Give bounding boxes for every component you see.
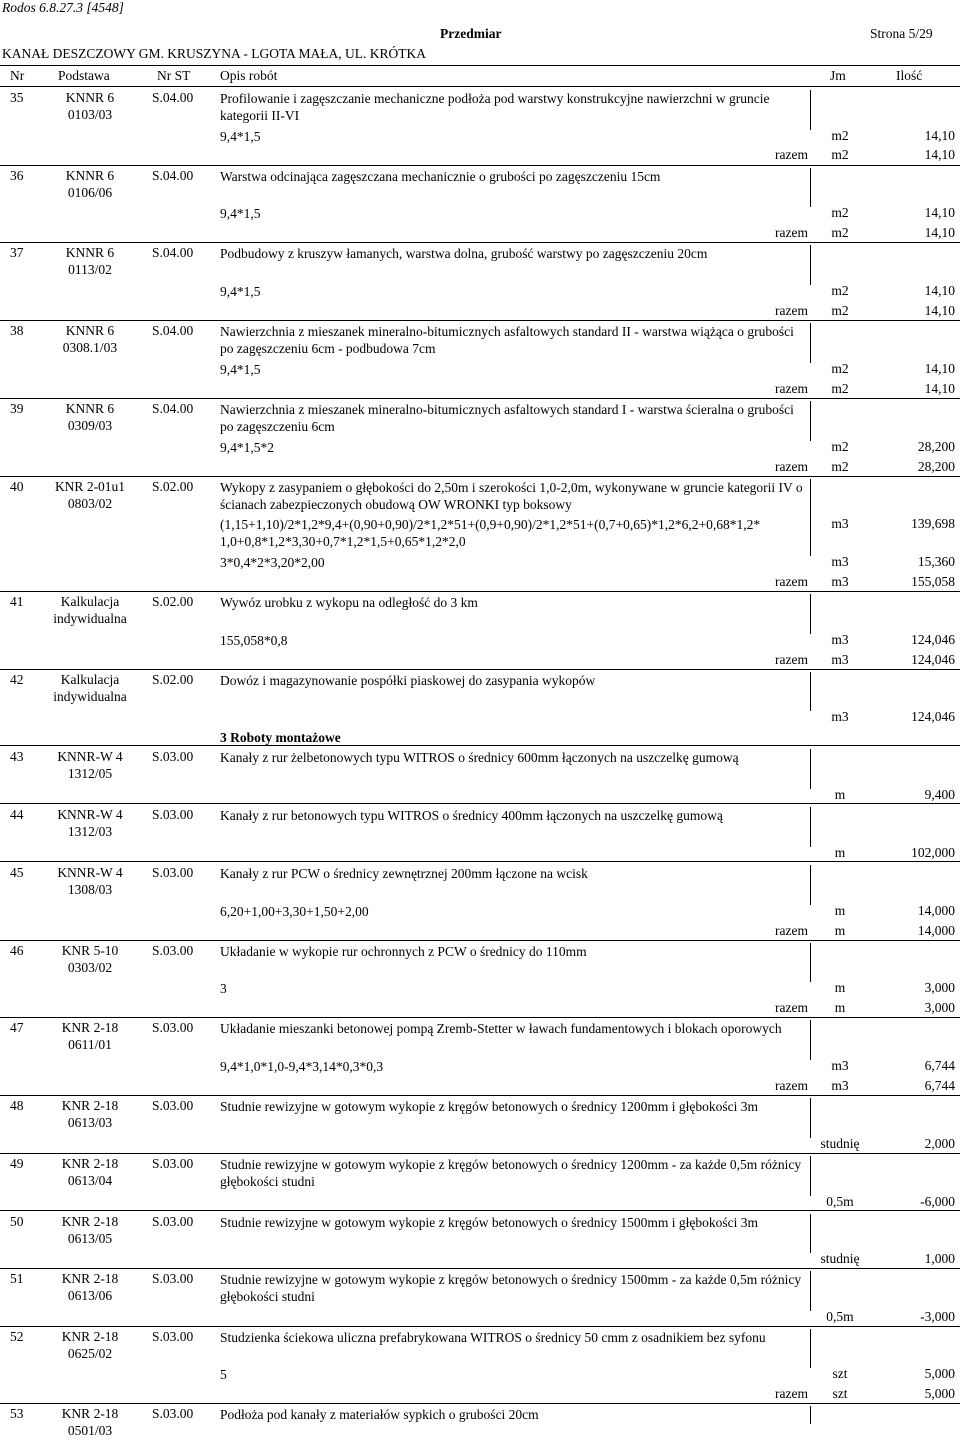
document-title: Przedmiar bbox=[440, 26, 502, 41]
total-unit: m2 bbox=[831, 147, 849, 162]
calculation-quantity: 14,000 bbox=[917, 903, 955, 918]
calculation-unit: m3 bbox=[831, 554, 849, 569]
header-bottom-rule bbox=[0, 86, 960, 87]
calculation-expression: 9,4*1,5 bbox=[220, 206, 261, 221]
row-separator bbox=[0, 591, 960, 592]
entry-number: 38 bbox=[10, 323, 24, 338]
entry-number: 52 bbox=[10, 1329, 24, 1344]
column-divider bbox=[810, 1329, 811, 1368]
entry-description: Profilowanie i zagęszczanie mechaniczne podłoża pod warstwy konstrukcyjne nawierzchni w gruncie kategorii II-VI bbox=[220, 91, 770, 123]
entry-basis-code: 1312/03 bbox=[67, 824, 113, 839]
entry-number: 50 bbox=[10, 1214, 24, 1229]
calculation-unit: 0,5m bbox=[826, 1309, 854, 1324]
entry-st-code: S.03.00 bbox=[152, 943, 194, 958]
calculation-expression: 9,4*1,5*2 bbox=[220, 440, 274, 455]
calculation-unit: m bbox=[834, 980, 846, 995]
entry-description: Dowóz i magazynowanie pospółki piaskowej do zasypania wykopów bbox=[220, 673, 596, 688]
entry-basis: KNR 2-18 bbox=[61, 1271, 119, 1286]
calculation-unit: m bbox=[834, 845, 846, 860]
entry-description: Kanały z rur betonowych typu WITROS o średnicy 400mm łączonych na uszczelkę gumową bbox=[220, 808, 723, 823]
calculation-unit: m2 bbox=[831, 361, 849, 376]
column-divider bbox=[810, 594, 811, 634]
entry-description: Układanie mieszanki betonowej pompą Zremb-Stetter w ławach fundamentowych i blokach oporowych bbox=[220, 1021, 782, 1036]
total-unit: m bbox=[834, 1000, 846, 1015]
row-separator bbox=[0, 1153, 960, 1154]
calculation-quantity: -6,000 bbox=[920, 1194, 955, 1209]
column-divider bbox=[810, 749, 811, 789]
column-divider bbox=[810, 1406, 811, 1424]
total-quantity: 124,046 bbox=[911, 652, 955, 667]
entry-description: Podłoża pod kanały z materiałów sypkich o grubości 20cm bbox=[220, 1407, 539, 1422]
calculation-unit: szt bbox=[832, 1366, 848, 1381]
column-divider bbox=[810, 90, 811, 130]
entry-number: 41 bbox=[10, 594, 24, 609]
entry-basis-code: 0613/06 bbox=[67, 1288, 113, 1303]
calculation-quantity: -3,000 bbox=[920, 1309, 955, 1324]
entry-basis-code: 0103/03 bbox=[67, 107, 113, 122]
calculation-unit: m bbox=[834, 903, 846, 918]
total-unit: m2 bbox=[831, 225, 849, 240]
entry-number: 42 bbox=[10, 672, 24, 687]
col-nr-st: Nr ST bbox=[157, 68, 191, 83]
entry-number: 51 bbox=[10, 1271, 24, 1286]
entry-basis: KNR 2-18 bbox=[61, 1020, 119, 1035]
row-separator bbox=[0, 1403, 960, 1404]
column-divider bbox=[810, 1214, 811, 1253]
entry-st-code: S.03.00 bbox=[152, 1156, 194, 1171]
entry-basis-code: 0309/03 bbox=[67, 418, 113, 433]
entry-description: Warstwa odcinająca zagęszczana mechanicznie o grubości po zagęszczeniu 15cm bbox=[220, 169, 661, 184]
entry-basis: KNNR-W 4 bbox=[57, 865, 123, 880]
entry-number: 43 bbox=[10, 749, 24, 764]
total-label: razem bbox=[775, 459, 808, 474]
total-label: razem bbox=[775, 1078, 808, 1093]
column-divider bbox=[810, 401, 811, 441]
entry-basis: Kalkulacja bbox=[60, 672, 120, 687]
total-quantity: 14,10 bbox=[924, 147, 955, 162]
calculation-expression: 155,058*0,8 bbox=[220, 633, 288, 648]
entry-st-code: S.04.00 bbox=[152, 245, 194, 260]
calculation-quantity: 14,10 bbox=[924, 361, 955, 376]
calculation-unit: m2 bbox=[831, 439, 849, 454]
calculation-unit: m2 bbox=[831, 283, 849, 298]
entry-basis-code: indywidualna bbox=[53, 611, 127, 626]
calculation-unit: m2 bbox=[831, 205, 849, 220]
entry-description: Układanie w wykopie rur ochronnych z PCW o średnicy do 110mm bbox=[220, 944, 587, 959]
entry-st-code: S.03.00 bbox=[152, 1406, 194, 1421]
calculation-unit: m3 bbox=[831, 632, 849, 647]
calculation-quantity: 139,698 bbox=[911, 516, 955, 531]
entry-description: Kanały z rur żelbetonowych typu WITROS o średnicy 600mm łączonych na uszczelkę gumową bbox=[220, 750, 739, 765]
entry-basis-code: 0501/03 bbox=[67, 1423, 113, 1438]
entry-st-code: S.03.00 bbox=[152, 1271, 194, 1286]
col-ilosc: Ilość bbox=[896, 68, 923, 83]
entry-st-code: S.02.00 bbox=[152, 479, 194, 494]
entry-description: Nawierzchnia z mieszanek mineralno-bitumicznych asfaltowych standard I - warstwa ścieralna o grubości po zagęszczeniu 6cm bbox=[220, 402, 794, 434]
column-divider bbox=[810, 1271, 811, 1311]
calculation-quantity: 14,10 bbox=[924, 205, 955, 220]
entry-number: 48 bbox=[10, 1098, 24, 1113]
total-quantity: 6,744 bbox=[924, 1078, 955, 1093]
calculation-expression: 5 bbox=[220, 1367, 227, 1382]
row-separator bbox=[0, 320, 960, 321]
total-quantity: 3,000 bbox=[924, 1000, 955, 1015]
entry-description: Kanały z rur PCW o średnicy zewnętrznej 200mm łączone na wcisk bbox=[220, 866, 588, 881]
calculation-quantity: 14,10 bbox=[924, 283, 955, 298]
entry-basis: KNNR-W 4 bbox=[57, 749, 123, 764]
entry-basis-code: 0613/04 bbox=[67, 1173, 113, 1188]
total-label: razem bbox=[775, 652, 808, 667]
entry-number: 53 bbox=[10, 1406, 24, 1421]
calculation-quantity: 15,360 bbox=[917, 554, 955, 569]
total-label: razem bbox=[775, 225, 808, 240]
total-quantity: 28,200 bbox=[917, 459, 955, 474]
project-name: KANAŁ DESZCZOWY GM. KRUSZYNA - LGOTA MAŁA, UL. KRÓTKA bbox=[2, 46, 427, 61]
entry-number: 40 bbox=[10, 479, 24, 494]
total-quantity: 14,10 bbox=[924, 303, 955, 318]
entry-basis: KNNR 6 bbox=[65, 90, 115, 105]
entry-description: Wykopy z zasypaniem o głębokości do 2,50m i szerokości 1,0-2,0m, wykonywane w gruncie kategorii IV o ścianach zabezpieczonych obudową OW WRONKI typ boksowy bbox=[220, 480, 803, 512]
entry-st-code: S.03.00 bbox=[152, 1214, 194, 1229]
calculation-unit: m3 bbox=[831, 516, 849, 531]
entry-basis: KNNR 6 bbox=[65, 323, 115, 338]
calculation-quantity: 2,000 bbox=[924, 1136, 955, 1151]
total-quantity: 14,10 bbox=[924, 381, 955, 396]
calculation-quantity: 9,400 bbox=[924, 787, 955, 802]
total-unit: m2 bbox=[831, 303, 849, 318]
entry-basis-code: 1312/05 bbox=[67, 766, 113, 781]
total-label: razem bbox=[775, 1386, 808, 1401]
row-separator bbox=[0, 669, 960, 670]
entry-st-code: S.04.00 bbox=[152, 168, 194, 183]
row-separator bbox=[0, 165, 960, 166]
calculation-expression: 9,4*1,5 bbox=[220, 362, 261, 377]
software-version: Rodos 6.8.27.3 [4548] bbox=[2, 0, 124, 15]
entry-st-code: S.03.00 bbox=[152, 807, 194, 822]
calculation-unit: m3 bbox=[831, 1058, 849, 1073]
calculation-quantity: 5,000 bbox=[924, 1366, 955, 1381]
entry-basis-code: 0106/06 bbox=[67, 185, 113, 200]
entry-description: Podbudowy z kruszyw łamanych, warstwa dolna, grubość warstwy po zagęszczeniu 20cm bbox=[220, 246, 708, 261]
total-label: razem bbox=[775, 147, 808, 162]
row-separator bbox=[0, 242, 960, 243]
entry-basis: KNNR 6 bbox=[65, 401, 115, 416]
entry-number: 36 bbox=[10, 168, 24, 183]
column-divider bbox=[810, 168, 811, 207]
entry-basis-code: 0803/02 bbox=[67, 496, 113, 511]
column-divider bbox=[810, 323, 811, 363]
calculation-unit: 0,5m bbox=[826, 1194, 854, 1209]
row-separator bbox=[0, 1095, 960, 1096]
total-label: razem bbox=[775, 574, 808, 589]
entry-description: Wywóz urobku z wykopu na odległość do 3 km bbox=[220, 595, 478, 610]
column-divider bbox=[810, 479, 811, 556]
entry-basis: KNR 2-18 bbox=[61, 1156, 119, 1171]
calculation-quantity: 3,000 bbox=[924, 980, 955, 995]
calculation-quantity: 1,000 bbox=[924, 1251, 955, 1266]
calculation-unit: studnię bbox=[820, 1251, 860, 1266]
entry-number: 35 bbox=[10, 90, 24, 105]
entry-basis: KNNR-W 4 bbox=[57, 807, 123, 822]
entry-basis: KNNR 6 bbox=[65, 168, 115, 183]
entry-basis-code: indywidualna bbox=[53, 689, 127, 704]
entry-st-code: S.04.00 bbox=[152, 401, 194, 416]
calculation-expression: 3*0,4*2*3,20*2,00 bbox=[220, 555, 325, 570]
calculation-expression: 9,4*1,0*1,0-9,4*3,14*0,3*0,3 bbox=[220, 1059, 384, 1074]
entry-basis-code: 0308.1/03 bbox=[62, 340, 118, 355]
row-separator bbox=[0, 1210, 960, 1211]
row-separator bbox=[0, 398, 960, 399]
total-quantity: 14,10 bbox=[924, 225, 955, 240]
entry-number: 49 bbox=[10, 1156, 24, 1171]
total-quantity: 5,000 bbox=[924, 1386, 955, 1401]
entry-basis-code: 0611/01 bbox=[68, 1037, 112, 1052]
entry-basis-code: 0303/02 bbox=[67, 960, 113, 975]
column-divider bbox=[810, 672, 811, 711]
entry-st-code: S.04.00 bbox=[152, 90, 194, 105]
entry-description: Studnie rewizyjne w gotowym wykopie z kręgów betonowych o średnicy 1500mm i głębokości 3m bbox=[220, 1215, 759, 1230]
entry-st-code: S.03.00 bbox=[152, 865, 194, 880]
calculation-unit: studnię bbox=[820, 1136, 860, 1151]
entry-basis-code: 1308/03 bbox=[67, 882, 113, 897]
calculation-expression: 3 bbox=[220, 981, 227, 996]
column-divider bbox=[810, 943, 811, 982]
calculation-expression: (1,15+1,10)/2*1,2*9,4+(0,90+0,90)/2*1,2*51+(0,9+0,90)/2*1,2*51+(0,7+0,65)*1,2*6,2+0,68*1,2* 1,0+0,8*1,2*3,30+0,7*1,2*1,5+0,65*1,2*2,0 bbox=[220, 517, 761, 549]
header-top-rule bbox=[0, 65, 960, 66]
column-divider bbox=[810, 865, 811, 905]
column-divider bbox=[810, 1020, 811, 1060]
entry-number: 47 bbox=[10, 1020, 24, 1035]
total-unit: m2 bbox=[831, 381, 849, 396]
calculation-quantity: 102,000 bbox=[911, 845, 955, 860]
calculation-quantity: 28,200 bbox=[917, 439, 955, 454]
row-separator bbox=[0, 745, 960, 746]
entry-number: 45 bbox=[10, 865, 24, 880]
row-separator bbox=[0, 1017, 960, 1018]
total-unit: m3 bbox=[831, 1078, 849, 1093]
total-unit: szt bbox=[832, 1386, 848, 1401]
column-divider bbox=[810, 1098, 811, 1138]
entry-basis: KNNR 6 bbox=[65, 245, 115, 260]
row-separator bbox=[0, 940, 960, 941]
entry-basis: Kalkulacja bbox=[60, 594, 120, 609]
row-separator bbox=[0, 861, 960, 862]
row-separator bbox=[0, 803, 960, 804]
entry-basis: KNR 2-18 bbox=[61, 1406, 119, 1421]
column-divider bbox=[810, 1156, 811, 1196]
row-separator bbox=[0, 1326, 960, 1327]
col-jm: Jm bbox=[830, 68, 846, 83]
entry-description: Nawierzchnia z mieszanek mineralno-bitumicznych asfaltowych standard II - warstwa wiążąca o grubości po zagęszczeniu 6cm - podbudowa 7cm bbox=[220, 324, 794, 356]
column-divider bbox=[810, 245, 811, 285]
section-heading bbox=[220, 730, 341, 746]
calculation-expression: 6,20+1,00+3,30+1,50+2,00 bbox=[220, 904, 369, 919]
entry-number: 39 bbox=[10, 401, 24, 416]
total-quantity: 155,058 bbox=[911, 574, 955, 589]
total-quantity: 14,000 bbox=[917, 923, 955, 938]
entry-number: 37 bbox=[10, 245, 24, 260]
entry-st-code: S.03.00 bbox=[152, 1020, 194, 1035]
calculation-quantity: 124,046 bbox=[911, 709, 955, 724]
entry-basis-code: 0113/02 bbox=[68, 262, 112, 277]
entry-basis: KNR 2-18 bbox=[61, 1214, 119, 1229]
entry-basis-code: 0625/02 bbox=[67, 1346, 113, 1361]
total-unit: m bbox=[834, 923, 846, 938]
entry-number: 46 bbox=[10, 943, 24, 958]
entry-basis: KNR 2-18 bbox=[61, 1329, 119, 1344]
total-unit: m2 bbox=[831, 459, 849, 474]
entry-basis: KNR 2-01u1 bbox=[54, 479, 126, 494]
entry-basis-code: 0613/05 bbox=[67, 1231, 113, 1246]
page-number: Strona 5/29 bbox=[870, 26, 933, 41]
total-unit: m3 bbox=[831, 652, 849, 667]
entry-st-code: S.02.00 bbox=[152, 594, 194, 609]
entry-basis-code: 0613/03 bbox=[67, 1115, 113, 1130]
col-opis: Opis robót bbox=[220, 68, 278, 83]
section-number: 3 bbox=[220, 730, 227, 745]
section-title: Roboty montażowe bbox=[230, 730, 341, 745]
row-separator bbox=[0, 476, 960, 477]
calculation-unit: m2 bbox=[831, 128, 849, 143]
entry-description: Studnie rewizyjne w gotowym wykopie z kręgów betonowych o średnicy 1200mm i głębokości 3m bbox=[220, 1099, 759, 1114]
entry-st-code: S.03.00 bbox=[152, 749, 194, 764]
calculation-unit: m3 bbox=[831, 709, 849, 724]
total-label: razem bbox=[775, 303, 808, 318]
calculation-quantity: 124,046 bbox=[911, 632, 955, 647]
entry-description: Studnie rewizyjne w gotowym wykopie z kręgów betonowych o średnicy 1500mm - za każde 0,5m różnicy głębokości studni bbox=[220, 1272, 802, 1304]
row-separator bbox=[0, 1268, 960, 1269]
entry-st-code: S.04.00 bbox=[152, 323, 194, 338]
entry-number: 44 bbox=[10, 807, 24, 822]
entry-st-code: S.02.00 bbox=[152, 672, 194, 687]
total-label: razem bbox=[775, 923, 808, 938]
calculation-unit: m bbox=[834, 787, 846, 802]
total-label: razem bbox=[775, 381, 808, 396]
entry-basis: KNR 2-18 bbox=[61, 1098, 119, 1113]
calculation-expression: 9,4*1,5 bbox=[220, 129, 261, 144]
entry-description: Studnie rewizyjne w gotowym wykopie z kręgów betonowych o średnicy 1200mm - za każde 0,5m różnicy głębokości studni bbox=[220, 1157, 802, 1189]
total-label: razem bbox=[775, 1000, 808, 1015]
col-podstawa: Podstawa bbox=[58, 68, 110, 83]
calculation-expression: 9,4*1,5 bbox=[220, 284, 261, 299]
column-divider bbox=[810, 807, 811, 847]
entry-description: Studzienka ściekowa uliczna prefabrykowana WITROS o średnicy 50 cmm z osadnikiem bez syfonu bbox=[220, 1330, 766, 1345]
entry-st-code: S.03.00 bbox=[152, 1329, 194, 1344]
col-nr: Nr bbox=[10, 68, 25, 83]
entry-basis: KNR 5-10 bbox=[61, 943, 119, 958]
total-unit: m3 bbox=[831, 574, 849, 589]
calculation-quantity: 6,744 bbox=[924, 1058, 955, 1073]
entry-st-code: S.03.00 bbox=[152, 1098, 194, 1113]
calculation-quantity: 14,10 bbox=[924, 128, 955, 143]
